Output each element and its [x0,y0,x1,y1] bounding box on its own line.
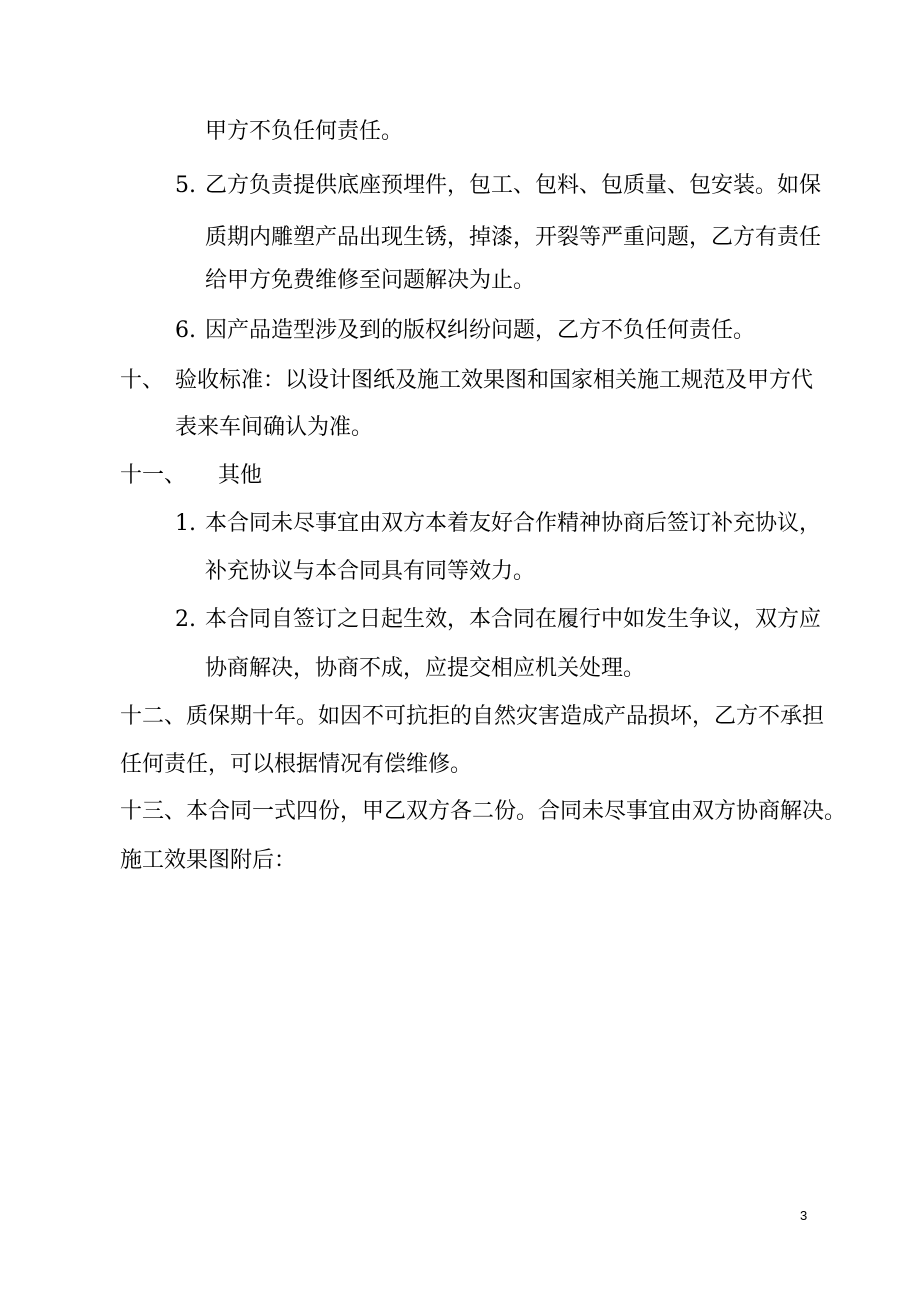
line-text: 给甲方免费维修至问题解决为止。 [205,268,536,293]
section-number-11: 十一、 [120,463,187,488]
line-text: 乙方负责提供底座预埋件，包工、包料、包质量、包安装。如保 [205,173,822,198]
line-text: 因产品造型涉及到的版权纠纷问题，乙方不负任何责任。 [205,318,756,343]
line-text: 任何责任，可以根据情况有偿维修。 [120,752,473,777]
item-number-6: 6. [175,318,196,343]
line-text: 本合同自签订之日起生效，本合同在履行中如发生争议，双方应 [205,607,822,632]
page-number: 3 [800,1208,808,1223]
line-text: 十二、质保期十年。如因不可抗拒的自然灾害造成产品损坏，乙方不承担 [120,704,825,729]
item-number-1: 1. [175,511,196,536]
line-text: 甲方不负任何责任。 [205,119,404,144]
line-text: 其他 [218,463,263,488]
item-number-5: 5. [175,173,196,198]
line-text: 十三、本合同一式四份，甲乙双方各二份。合同未尽事宜由双方协商解决。 [120,799,847,824]
line-text: 质期内雕塑产品出现生锈，掉漆，开裂等严重问题，乙方有责任 [205,225,822,250]
line-text: 本合同未尽事宜由双方本着友好合作精神协商后签订补充协议， [205,511,822,536]
line-text: 表来车间确认为准。 [175,415,374,440]
line-text: 施工效果图附后： [120,848,297,873]
section-number-10: 十、 [120,368,165,393]
item-number-2: 2. [175,607,196,632]
line-text: 补充协议与本合同具有同等效力。 [205,559,536,584]
line-text: 验收标准：以设计图纸及施工效果图和国家相关施工规范及甲方代 [175,368,814,393]
line-text: 协商解决，协商不成，应提交相应机关处理。 [205,656,646,681]
